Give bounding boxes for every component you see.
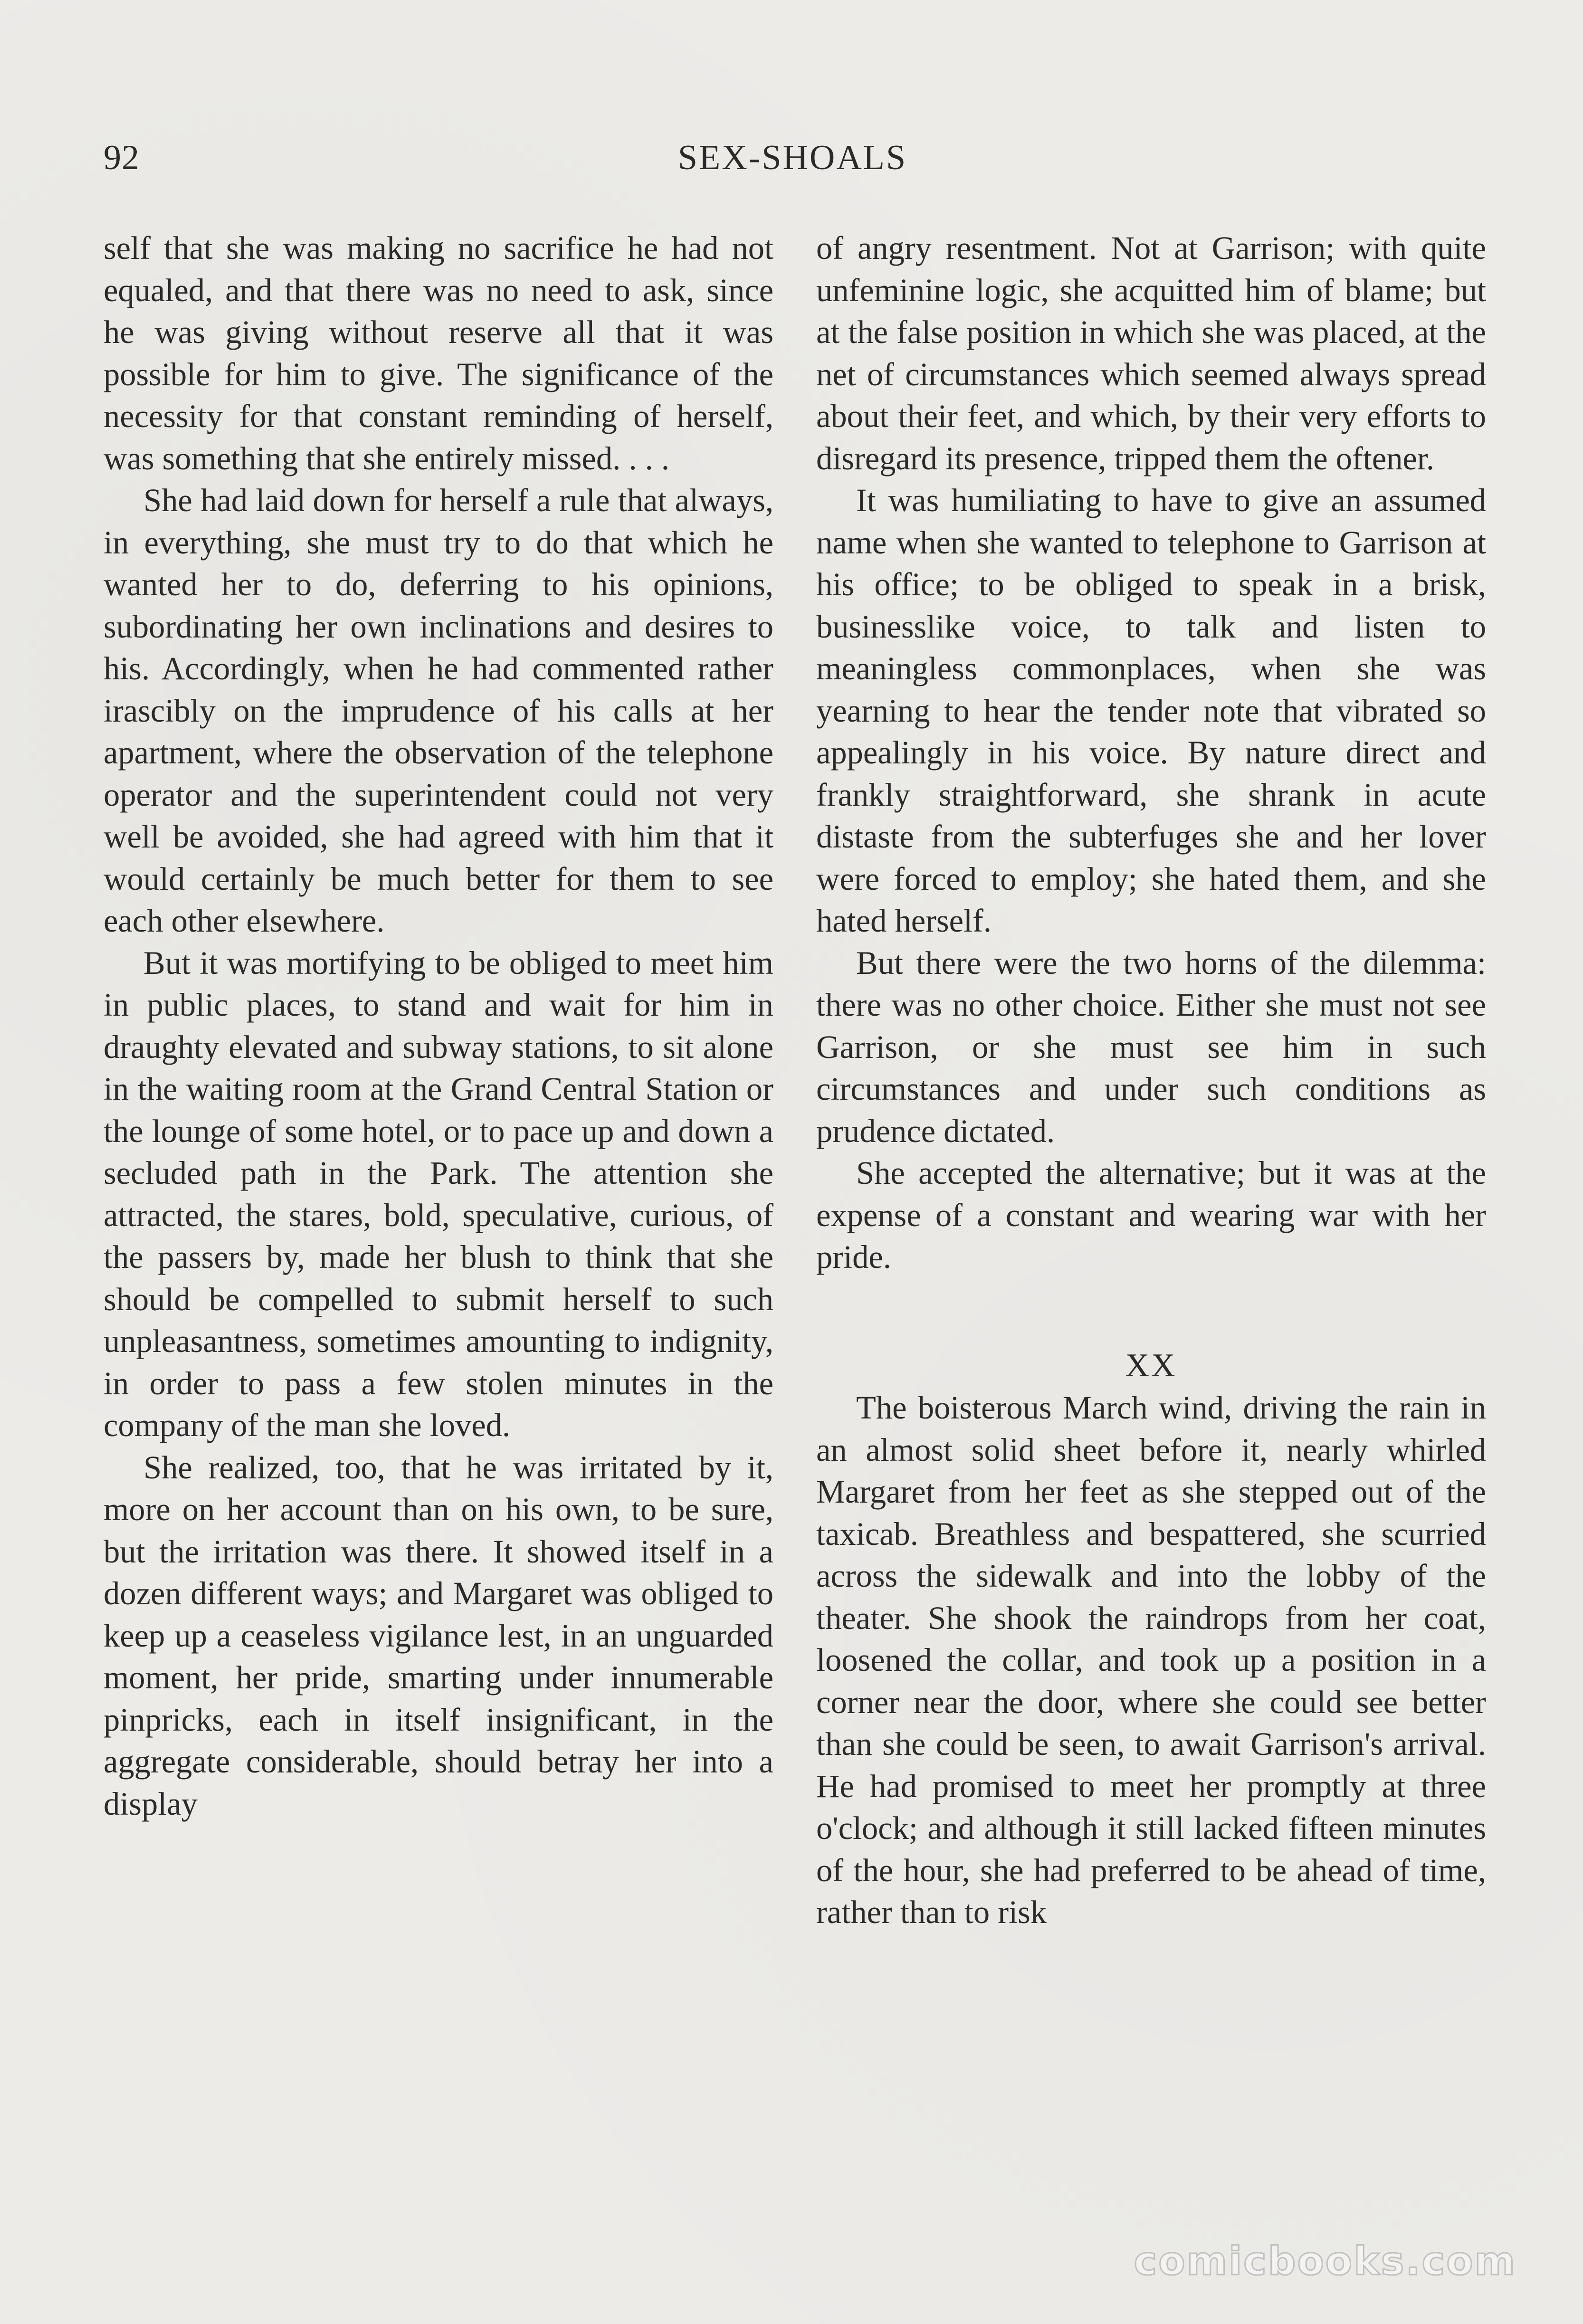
paragraph: It was humiliating to have to give an assumed name when she wanted to telephone to Garrison at his office; to be obliged to speak in a brisk, businesslike voice, to talk and listen to meaningless commonplaces, when she was yearning to hear the tender note that vibrated so appealingly in his voice. By nature direct and frankly straightforward, she shrank in acute distaste from the subterfuges she and her lover were forced to employ; she hated them, and she hated herself. bbox=[816, 482, 1486, 939]
paragraph: But it was mortifying to be obliged to meet him in public places, to stand and wait for him in draughty elevated and subway stations, to sit alone in the waiting room at the Grand Central Station or the lounge of some hotel, or to pace up and down a secluded path in the Park. The attention she attracted, the stares, bold, speculative, curious, of the passers by, made her blush to think that she should be compelled to submit herself to such unpleasantness, sometimes amounting to indignity, in order to pass a few stolen minutes in the company of the man she loved. bbox=[104, 944, 773, 1443]
right-column bbox=[816, 227, 1486, 1933]
chapter-heading: XX bbox=[1125, 1347, 1177, 1384]
page-number: 92 bbox=[104, 138, 140, 177]
page-header bbox=[104, 138, 1481, 190]
paragraph: But there were the two horns of the dilemma: there was no other choice. Either she must not see Garrison, or she must see him in such circumstances and under such conditions as prudence dictated. bbox=[816, 944, 1486, 1149]
paragraph: of angry resentment. Not at Garrison; with quite unfeminine logic, she acquitted him of blame; but at the false position in which she was placed, at the net of circumstances which seemed always spread about their feet, and which, by their very efforts to disregard its presence, tripped them the oftener. bbox=[816, 230, 1486, 476]
paragraph: The boisterous March wind, driving the rain in an almost solid sheet before it, nearly whirled Margaret from her feet as she stepped out of the taxicab. Breathless and bespattered, she scurried across the sidewalk and into the lobby of the theater. She shook the raindrops from her coat, loosened the collar, and took up a position in a corner near the door, where she could see better than she could be seen, to await Garrison's arrival. He had promised to meet her promptly at three o'clock; and although it still lacked fifteen minutes of the hour, she had preferred to be ahead of time, rather than to risk bbox=[816, 1390, 1486, 1930]
left-column bbox=[104, 227, 773, 1825]
paragraph: She accepted the alternative; but it was at the expense of a constant and wearing war with her pride. bbox=[816, 1155, 1486, 1275]
paragraph: She had laid down for herself a rule that always, in everything, she must try to do that which he wanted her to do, deferring to his opinions, subordinating her own inclinations and desires to his. Accordingly, when he had commented rather irascibly on the imprudence of his calls at her apartment, where the observation of the telephone operator and the superintendent could not very well be avoided, she had agreed with him that it would certainly be much better for them to see each other elsewhere. bbox=[104, 482, 773, 939]
site-watermark: comicbooks.com bbox=[1134, 2239, 1516, 2284]
running-title: SEX-SHOALS bbox=[677, 138, 907, 177]
paragraph: self that she was making no sacrifice he had not equaled, and that there was no need to ask, since he was giving without reserve all that it was possible for him to give. The significance of the necessity for that constant reminding of herself, was something that she entirely missed. . . . bbox=[104, 230, 773, 476]
paragraph: She realized, too, that he was irritated by it, more on her account than on his own, to be sure, but the irritation was there. It showed itself in a dozen different ways; and Margaret was obliged to keep up a ceaseless vigilance lest, in an unguarded moment, her pride, smarting under innumerable pinpricks, each in itself insignificant, in the aggregate considerable, should betray her into a display bbox=[104, 1449, 773, 1822]
